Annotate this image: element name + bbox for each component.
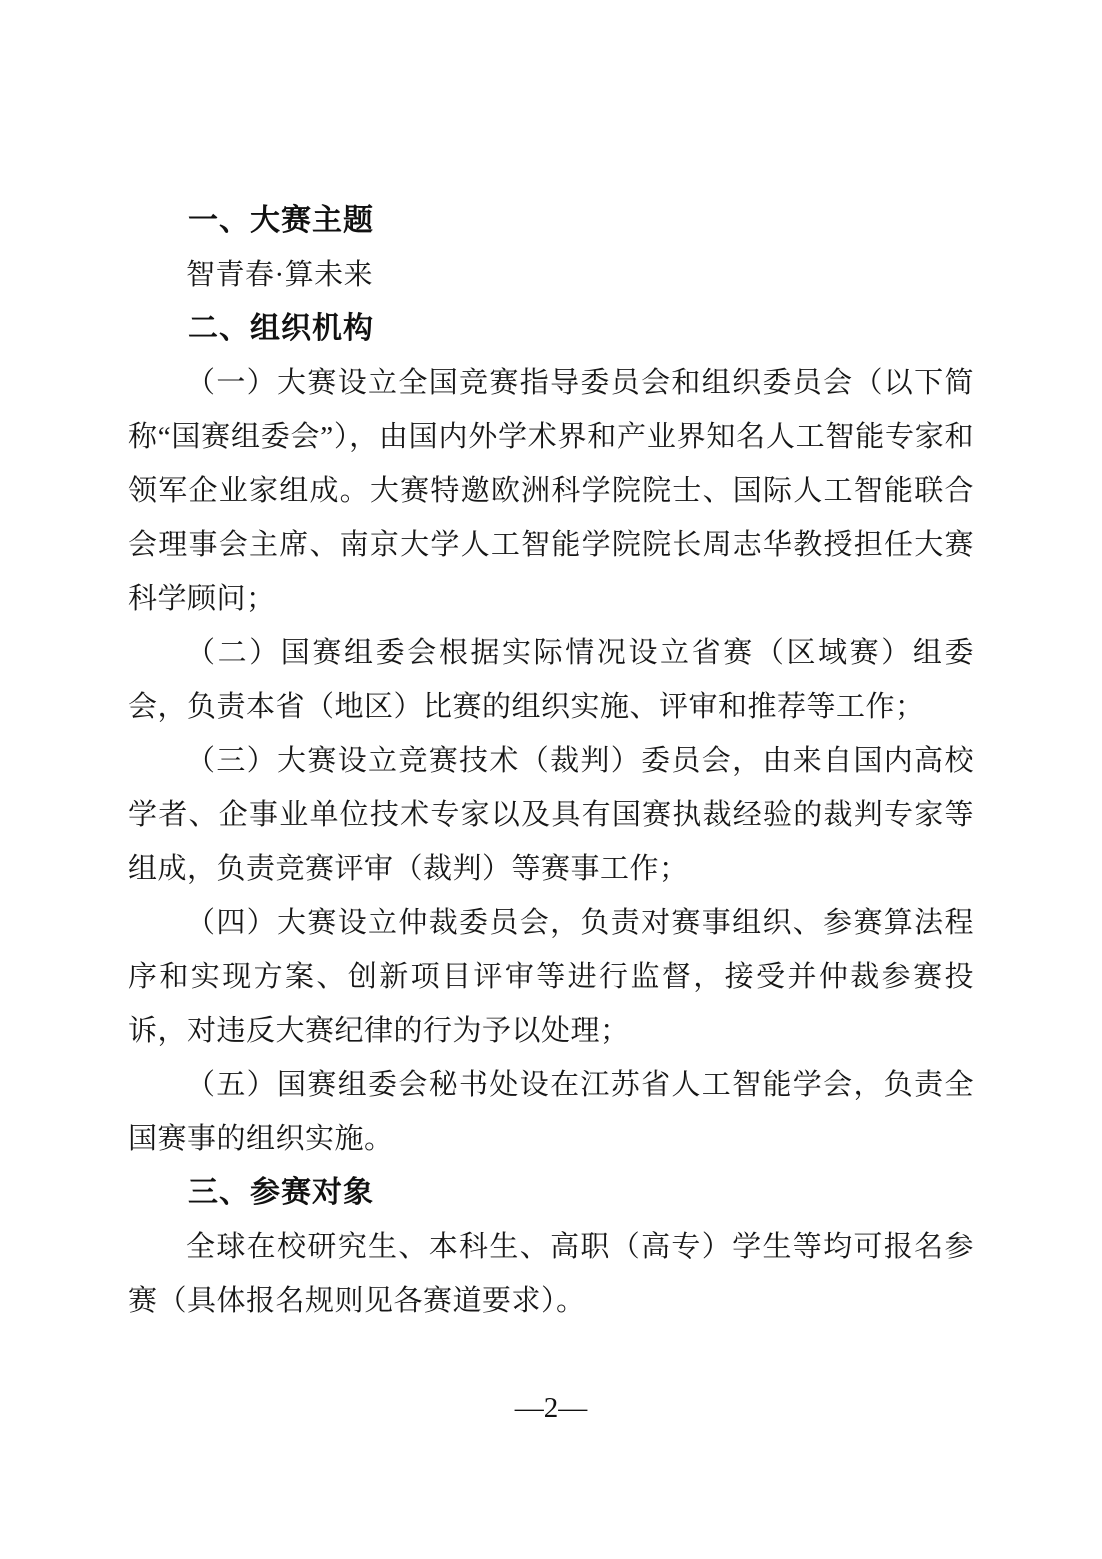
paragraph-participants: 全球在校研究生、本科生、高职（高专）学生等均可报名参赛（具体报名规则见各赛道要求）。 [128,1231,974,1317]
section-heading-theme: 一、大赛主题 [188,204,374,237]
page-number: —2— [514,1392,588,1424]
paragraph-org-4: （四）大赛设立仲裁委员会，负责对赛事组织、参赛算法程序和实现方案、创新项目评审等进行监督，接受并仲裁参赛投诉，对违反大赛纪律的行为予以处理； [128,907,974,1047]
paragraph-org-5: （五）国赛组委会秘书处设在江苏省人工智能学会，负责全国赛事的组织实施。 [128,1069,974,1155]
paragraph-org-3: （三）大赛设立竞赛技术（裁判）委员会，由来自国内高校学者、企事业单位技术专家以及具有国赛执裁经验的裁判专家等组成，负责竞赛评审（裁判）等赛事工作； [128,745,974,885]
paragraph-org-1: （一）大赛设立全国竞赛指导委员会和组织委员会（以下简称“国赛组委会”），由国内外学术界和产业界知名人工智能专家和领军企业家组成。大赛特邀欧洲科学院院士、国际人工智能联合会理事会主席、南京大学人工智能学院院长周志华教授担任大赛科学顾问； [128,367,974,615]
section-heading-participants: 三、参赛对象 [188,1176,374,1209]
section-heading-organization: 二、组织机构 [188,312,374,345]
paragraph-org-2: （二）国赛组委会根据实际情况设立省赛（区域赛）组委会，负责本省（地区）比赛的组织实施、评审和推荐等工作； [128,637,974,723]
paragraph-theme: 智青春·算未来 [186,259,374,291]
page-content [128,194,974,1328]
